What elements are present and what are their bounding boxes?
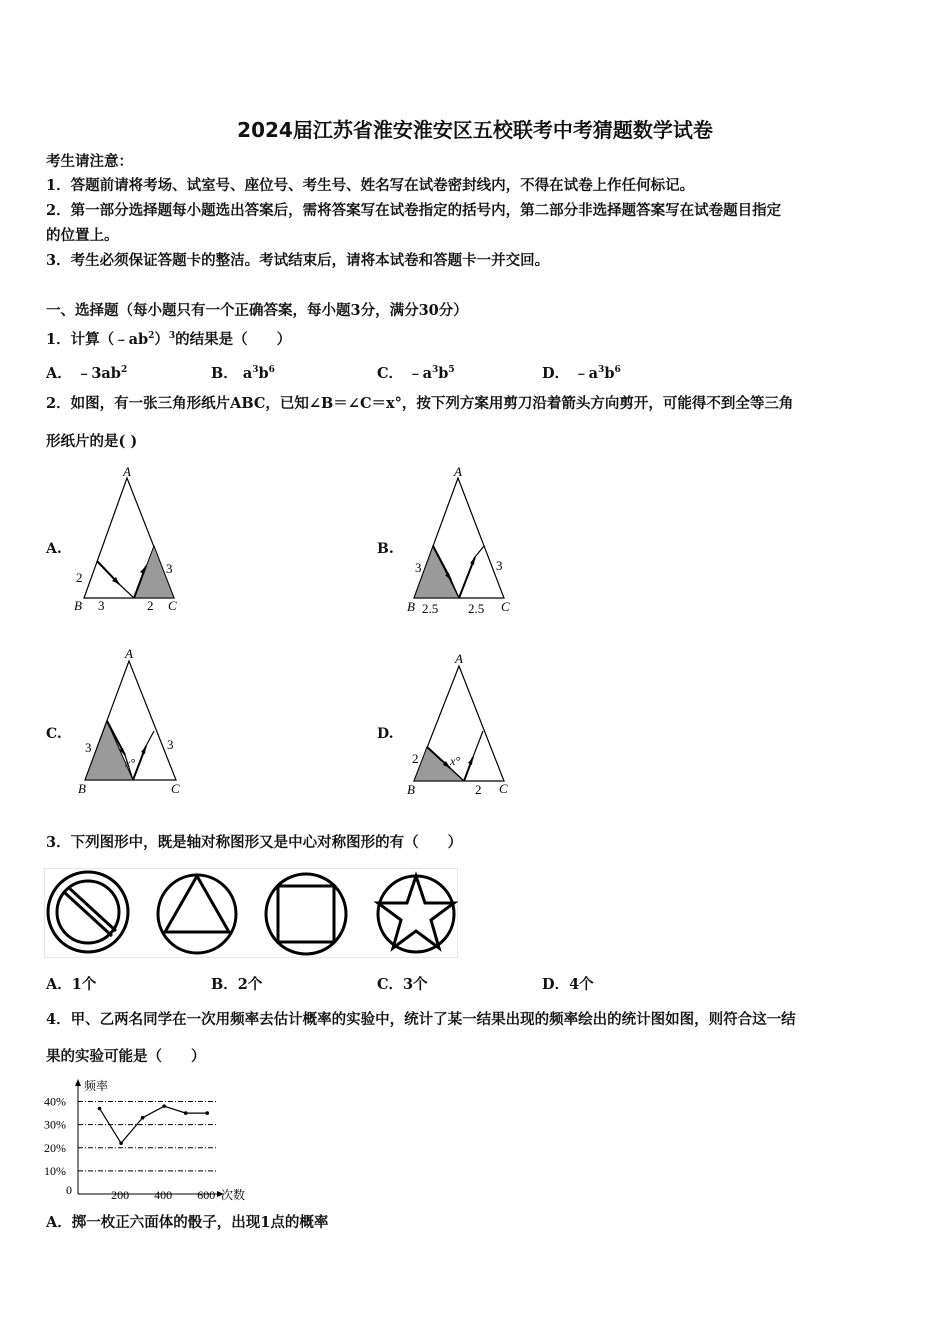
data-point: [141, 1116, 145, 1120]
length-label: 2: [475, 782, 482, 797]
q2-figure-a: [70, 462, 190, 618]
length-label: 2.5: [468, 601, 485, 616]
vertex-a: A: [454, 464, 462, 479]
notice-item-2: 2．第一部分选择题每小题选出答案后，需将答案写在试卷指定的括号内，第二部分非选择题答案写在试卷题目指定: [46, 202, 782, 219]
q2-option-c-label[interactable]: C.: [46, 726, 62, 742]
length-label: 3: [98, 598, 105, 613]
data-point: [184, 1111, 188, 1115]
notice-heading: 考生请注意：: [46, 153, 133, 170]
q2-stem-line2: 形纸片的是( ): [46, 433, 138, 450]
length-label: 2: [76, 570, 83, 585]
length-label: 3: [415, 560, 422, 575]
q3-option-c[interactable]: C．3个: [377, 976, 428, 993]
q1-option-c[interactable]: C． $﹣a^3b^5$: [377, 364, 455, 382]
x-tick-label: 600: [197, 1188, 216, 1202]
vertex-b: B: [407, 782, 415, 797]
frequency-chart: [40, 1074, 255, 1206]
exam-title: 2024届江苏省淮安淮安区五校联考中考猜题数学试卷: [237, 118, 713, 142]
y-axis-title: 频率: [84, 1079, 109, 1093]
section-heading: 一、选择题（每小题只有一个正确答案，每小题3分，满分30分）: [46, 302, 468, 319]
notice-item-1: 1．答题前请将考场、试室号、座位号、考生号、姓名写在试卷密封线内，不得在试卷上作任何标记。: [46, 177, 695, 194]
arrowhead-icon: [141, 746, 146, 754]
x-tick-label: 0: [66, 1183, 72, 1197]
vertex-c: C: [499, 781, 508, 796]
q2-option-a-label[interactable]: A.: [46, 541, 62, 557]
notice-item-2-cont: 的位置上。: [46, 227, 119, 244]
arrowhead-icon: [468, 757, 473, 765]
length-label: 3: [85, 740, 92, 755]
y-axis-arrow-icon: [75, 1079, 81, 1086]
length-label: 3: [167, 737, 174, 752]
x-axis-title: 次数: [221, 1188, 246, 1202]
q2-option-b-label[interactable]: B.: [377, 541, 394, 557]
q4-stem-line2: 果的实验可能是（ ）: [46, 1048, 206, 1065]
q2-figure-d: [398, 650, 523, 802]
q4-option-a[interactable]: A．掷一枚正六面体的骰子，出现1点的概率: [46, 1214, 329, 1231]
length-label: 2.5: [422, 601, 439, 616]
vertex-b: B: [407, 599, 415, 614]
q2-figure-c: [70, 645, 195, 801]
circle-star-icon: [378, 876, 454, 952]
vertex-b: B: [74, 598, 82, 613]
q3-figures: [44, 868, 458, 958]
angle-label: x°: [450, 754, 461, 768]
q2-option-d-label[interactable]: D.: [377, 726, 394, 742]
vertex-a: A: [455, 651, 463, 666]
vertex-c: C: [168, 598, 177, 613]
length-label: 3: [496, 558, 503, 573]
q3-option-d[interactable]: D．4个: [542, 976, 594, 993]
vertex-b: B: [78, 781, 86, 796]
data-point: [205, 1111, 209, 1115]
vertex-a: A: [125, 646, 133, 661]
vertex-c: C: [171, 781, 180, 796]
y-tick-label: 20%: [44, 1140, 66, 1155]
y-tick-label: 40%: [44, 1094, 66, 1109]
arrowhead-icon: [470, 557, 475, 565]
q2-figure-b: [398, 462, 523, 618]
data-point: [119, 1141, 123, 1145]
y-tick-label: 30%: [44, 1117, 66, 1132]
x-tick-label: 200: [111, 1188, 130, 1202]
data-point: [162, 1104, 166, 1108]
q4-stem-line1: 4．甲、乙两名同学在一次用频率去估计概率的实验中，统计了某一结果出现的频率绘出的统计图如图，则符合这一结: [46, 1011, 796, 1028]
q1-option-b[interactable]: B． $a^3b^6$: [211, 364, 275, 382]
shaded-triangle: [85, 721, 136, 780]
length-label: 2: [147, 598, 154, 613]
circle-square-icon: [266, 874, 346, 954]
length-label: 2: [412, 751, 419, 766]
vertex-a: A: [123, 464, 131, 479]
y-tick-label: 10%: [44, 1163, 66, 1178]
q1-option-a[interactable]: A． $﹣3ab^2$: [46, 364, 128, 382]
x-tick-label: 400: [154, 1188, 173, 1202]
q3-option-b[interactable]: B．2个: [211, 976, 263, 993]
q2-stem-line1: 2．如图，有一张三角形纸片ABC，已知∠B＝∠C＝x°，按下列方案用剪刀沿着箭头方向剪开，可能得不到全等三角: [46, 395, 794, 412]
vertex-c: C: [501, 599, 510, 614]
data-point: [98, 1107, 102, 1111]
length-label: 3: [166, 561, 173, 576]
no-symbol-icon: [48, 872, 128, 952]
q3-stem: 3．下列图形中，既是轴对称图形又是中心对称图形的有（ ）: [46, 834, 463, 851]
q3-option-a[interactable]: A．1个: [46, 976, 97, 993]
angle-label: x°: [125, 756, 136, 770]
circle-triangle-icon: [158, 875, 236, 953]
q1-option-d[interactable]: D． $﹣a^3b^6$: [542, 364, 621, 382]
q1-stem: 1．计算$(﹣ab^2)^3$的结果是（ ）: [46, 330, 292, 348]
notice-item-3: 3．考生必须保证答题卡的整洁。考试结束后，请将本试卷和答题卡一并交回。: [46, 252, 550, 269]
